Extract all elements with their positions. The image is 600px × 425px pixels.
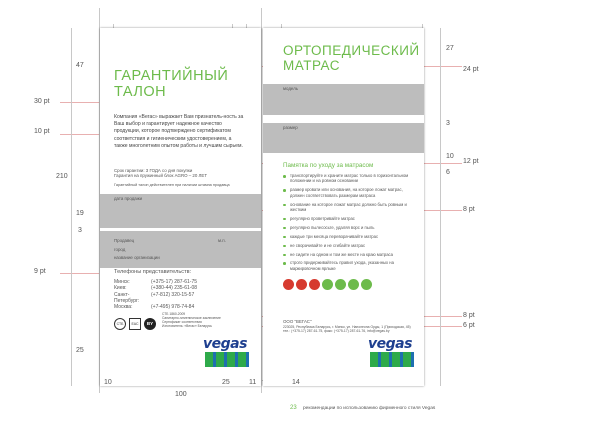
model-field: [263, 84, 424, 115]
guide-vertical: [71, 28, 72, 386]
cert-line: СТБ 1860-2009: [162, 312, 186, 316]
phones-title: Телефоны представительств:: [114, 269, 192, 275]
eac-badge-icon: ЕАС: [129, 318, 141, 330]
phones-list: [114, 279, 234, 310]
sale-date-label: дата продажи: [114, 196, 143, 201]
no-fold-icon: [283, 279, 294, 290]
warranty-card: [100, 28, 261, 386]
page-number: 23: [290, 405, 297, 411]
mattress-title-line2: МАТРАС: [283, 57, 340, 73]
dim-label: 14: [292, 379, 300, 386]
manufacturer-address: [283, 325, 411, 333]
dim-label: 10: [446, 153, 454, 160]
dim-label: 210: [56, 173, 68, 180]
dim-label: 25: [76, 347, 84, 354]
dim-label: 8 pt: [463, 312, 475, 319]
footer-caption: рекомендации по использованию фирменного стиля Vegas: [303, 406, 436, 411]
vegas-logo: [203, 337, 249, 367]
dim-label: 24 pt: [463, 66, 479, 73]
list-item: каждые три месяца переворачивайте матрас: [283, 234, 411, 239]
list-item: не сидите на одном и том же месте на краю матраса: [283, 252, 411, 257]
stamp-label: м.п.: [218, 238, 226, 243]
phone-row: [114, 304, 234, 310]
dim-label: 30 pt: [34, 98, 50, 105]
dim-label: 12 pt: [463, 158, 479, 165]
warranty-title: [114, 68, 228, 100]
cert-line: Санитарно-гигиеническое заключение: [162, 316, 221, 321]
cert-line: Изготовитель: «Вегас» Беларусь: [162, 324, 212, 329]
size-label: размер: [283, 125, 298, 130]
dim-label: 3: [78, 227, 82, 234]
list-item: не сворачивайте и не сгибайте матрас: [283, 243, 411, 248]
dim-label: 3: [446, 120, 450, 127]
list-item: основание на которое ложат матрас должно быть ровным и жестким: [283, 202, 411, 213]
warranty-note: Гарантийный талон действителен при наличии штампа продавца: [114, 183, 230, 187]
phone-city: Киев:: [114, 285, 127, 292]
list-item: транспортируйте и храните матрас только в горизонтальном положении и на ровном основании: [283, 173, 411, 184]
phone-number: (+7-495) 978-74-84: [151, 304, 195, 311]
cert-badges: [114, 318, 156, 330]
dim-label: 25: [222, 379, 230, 386]
phone-number: (+7-812) 320-15-57: [151, 291, 195, 298]
no-sit-edge-icon: [309, 279, 320, 290]
dim-label: 11: [249, 379, 257, 386]
warranty-term: Срок гарантии: 3 ГОДА со дня покупки: [114, 168, 193, 173]
no-roll-icon: [296, 279, 307, 290]
warranty-title-line2: ТАЛОН: [114, 84, 167, 100]
phone-city: Санкт-Петербург:: [114, 291, 140, 304]
manufacturer-name: ООО "ВЕГАС": [283, 319, 312, 324]
vacuum-icon: [335, 279, 346, 290]
list-item: размер кровати или основания, на которое ложат матрас, должен соответствовать размерам матраса: [283, 187, 411, 198]
care-title: Памятка по уходу за матрасом: [283, 162, 374, 169]
warranty-title-line1: ГАРАНТИЙНЫЙ: [114, 68, 229, 84]
dim-label: 9 pt: [34, 268, 46, 275]
size-field: [263, 123, 424, 153]
dim-label: 10: [104, 379, 112, 386]
phone-number: (+380-44) 235-61-08: [151, 285, 198, 292]
mattress-card: [263, 28, 424, 386]
ventilate-icon: [322, 279, 333, 290]
horizontal-storage-icon: [361, 279, 372, 290]
vegas-logo-stripes: [205, 352, 249, 367]
dim-label: 6 pt: [463, 322, 475, 329]
vegas-logo-text: vegas: [368, 336, 412, 352]
flip-icon: [348, 279, 359, 290]
mattress-title-line1: ОРТОПЕДИЧЕСКИЙ: [283, 43, 420, 58]
phone-number: (+375-17) 287-61-75: [151, 279, 198, 285]
phone-city: Москва:: [114, 304, 133, 311]
address-line: тел.: (+375-17) 287-61-75, факс: (+375-17) 287-61-76, info@vegas.by: [283, 329, 390, 334]
by-badge-icon: BY: [144, 318, 156, 330]
dim-label: 6: [446, 169, 450, 176]
care-icons: [283, 279, 374, 290]
mattress-title: [283, 44, 420, 73]
dim-label: 27: [446, 45, 454, 52]
city-label: город: [114, 247, 126, 252]
seller-label: Продавец: [114, 238, 135, 243]
dim-label: 10 pt: [34, 128, 50, 135]
dim-label: 8 pt: [463, 206, 475, 213]
cert-line: Сертификат соответствия: [162, 320, 202, 325]
stb-badge-icon: СТБ: [114, 318, 126, 330]
guide-vertical: [440, 28, 441, 386]
phone-city: Минск:: [114, 279, 130, 285]
cert-text: [162, 312, 221, 328]
list-item: строго придерживайтесь правил ухода, указанных на маркировочном ярлыке: [283, 260, 411, 271]
phone-row: [114, 292, 234, 305]
list-item: регулярно проветривайте матрас: [283, 216, 411, 221]
warranty-spring: Гарантия на пружинный блок AGRO – 20 ЛЕТ: [114, 173, 208, 178]
org-label: название организации: [114, 255, 160, 260]
dim-label: 47: [76, 62, 84, 69]
vegas-logo: [368, 337, 414, 367]
address-line: 223025, Республика Беларусь, г. Минск, ул. Наполеона Орды, 1 (Приходская, 45): [283, 325, 411, 329]
vegas-logo-stripes: [370, 352, 414, 367]
seller-field: [100, 231, 261, 268]
model-label: модель: [283, 86, 299, 91]
vegas-logo-text: vegas: [203, 336, 247, 352]
list-item: регулярно пылесосьте, удаляя ворс и пыль: [283, 225, 411, 230]
dim-label: 100: [175, 391, 187, 398]
sale-date-field: [100, 194, 261, 228]
dim-label: 19: [76, 210, 84, 217]
warranty-intro: Компания «Вегас» выражает Вам признатель-ность за Ваш выбор и гарантирует надежное качество продукции, которое подтверждено сертификатом соответствия и гигиеническим удостоверением, а также многолетним опытом работы и лучшим сырьем.: [114, 114, 244, 149]
guide-vertical: [261, 8, 262, 393]
care-list: [283, 173, 411, 275]
